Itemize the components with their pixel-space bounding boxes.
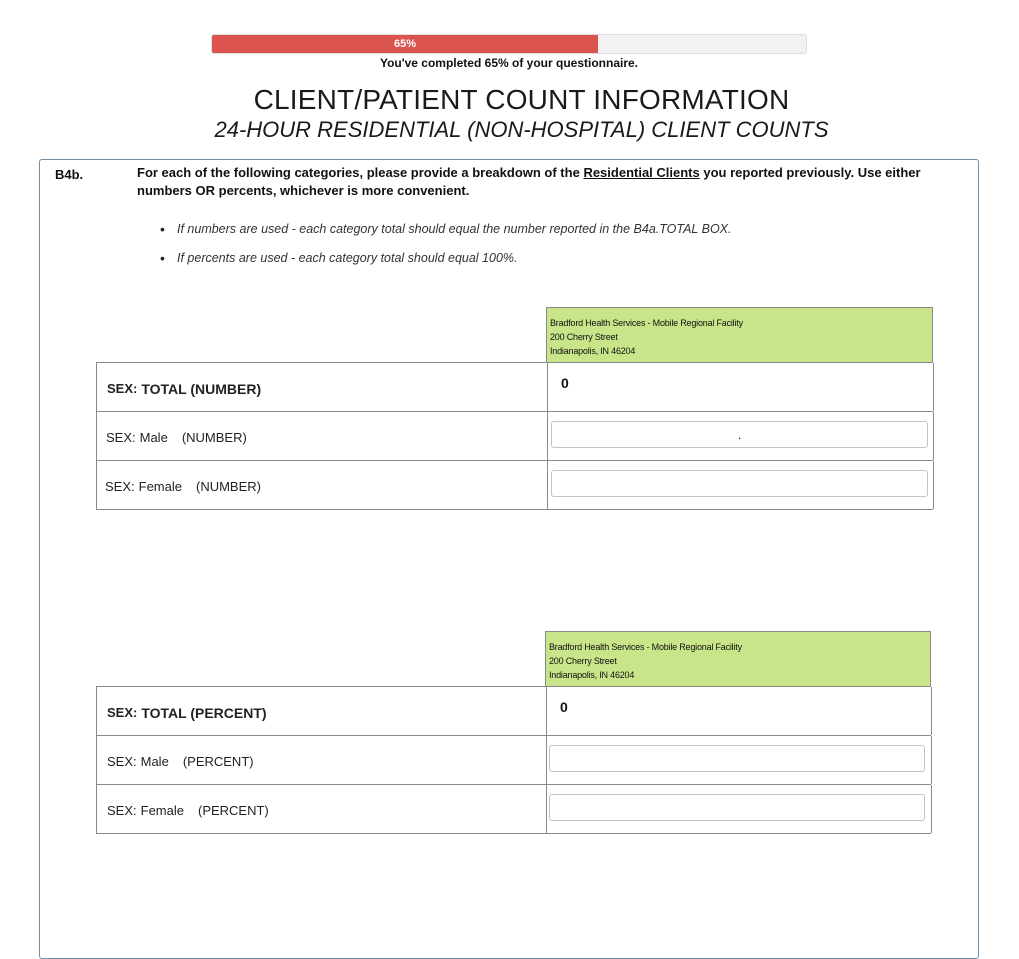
question-panel — [39, 159, 979, 959]
total-percent-cell — [546, 687, 932, 735]
male-percent-label — [97, 736, 547, 784]
facility-name: Bradford Health Services - Mobile Regional Facility — [549, 642, 742, 652]
total-number-value: 0 — [561, 375, 569, 391]
number-table — [96, 362, 933, 510]
female-number-cell — [547, 461, 934, 509]
table-row-female-percent — [97, 785, 931, 834]
question-text-before: For each of the following categories, please provide a breakdown of the — [137, 165, 580, 180]
facility-header-number — [546, 307, 933, 363]
male-number-input[interactable] — [551, 421, 928, 448]
question-number: B4b. — [55, 167, 84, 182]
facility-city: Indianapolis, IN 46204 — [549, 670, 635, 680]
unit-label: (PERCENT) — [197, 802, 269, 818]
male-number-cell — [547, 412, 934, 460]
instruction-list — [158, 220, 918, 278]
unit-label: (NUMBER) — [195, 478, 261, 494]
table-row-total-number — [97, 363, 933, 412]
female-number-input[interactable] — [551, 470, 928, 497]
facility-street: 200 Cherry Street — [550, 332, 618, 342]
male-percent-cell — [546, 736, 932, 784]
page-subtitle: 24-HOUR RESIDENTIAL (NON-HOSPITAL) CLIENT COUNTS — [214, 117, 829, 142]
total-percent-label — [97, 687, 547, 735]
sex-prefix: SEX: — [107, 753, 137, 769]
unit-label: (PERCENT) — [182, 753, 254, 769]
category-label: Male — [140, 753, 169, 769]
total-number-label — [97, 363, 548, 411]
female-percent-label — [97, 785, 547, 833]
progress-percent-label: 65% — [394, 38, 417, 50]
progress-caption: You've completed 65% of your questionnaire. — [379, 56, 639, 70]
sex-prefix: SEX: — [105, 478, 135, 494]
facility-street: 200 Cherry Street — [549, 656, 617, 666]
total-percent-value: 0 — [560, 699, 568, 715]
instruction-numbers: • If numbers are used - each category total should equal the number reported in the B4a.TOTAL BOX. — [158, 220, 918, 249]
percent-table — [96, 686, 931, 834]
sex-prefix: SEX: — [107, 381, 138, 396]
sex-prefix: SEX: — [107, 705, 138, 720]
question-text-after: you reported previously. Use either numbers OR percents, whichever is more convenient. — [137, 165, 921, 198]
table-row-male-number — [97, 412, 933, 461]
category-label: Male — [139, 429, 168, 445]
table-row-male-percent — [97, 736, 931, 785]
facility-city: Indianapolis, IN 46204 — [550, 346, 636, 356]
sex-prefix: SEX: — [106, 429, 136, 445]
progress-bar — [211, 34, 807, 54]
question-text — [137, 164, 937, 200]
table-row-total-percent — [97, 687, 931, 736]
table-row-female-number — [97, 461, 933, 510]
unit-label: (NUMBER) — [181, 429, 247, 445]
female-percent-input[interactable] — [549, 794, 925, 821]
category-label: Female — [138, 478, 182, 494]
female-percent-cell — [546, 785, 932, 833]
facility-header-percent — [545, 631, 931, 687]
female-number-label — [97, 461, 548, 509]
page-title: CLIENT/PATIENT COUNT INFORMATION — [253, 84, 790, 115]
total-label: TOTAL (NUMBER) — [141, 380, 262, 397]
male-percent-input[interactable] — [549, 745, 925, 772]
total-label: TOTAL (PERCENT) — [141, 704, 267, 721]
instruction-percents: • If percents are used - each category total should equal 100%. — [158, 249, 918, 278]
total-number-cell — [547, 363, 934, 411]
sex-prefix: SEX: — [107, 802, 137, 818]
progress-fill — [212, 35, 598, 53]
facility-name: Bradford Health Services - Mobile Regional Facility — [550, 318, 743, 328]
residential-clients-emphasis: Residential Clients — [583, 165, 700, 180]
male-number-label — [97, 412, 548, 460]
category-label: Female — [140, 802, 184, 818]
